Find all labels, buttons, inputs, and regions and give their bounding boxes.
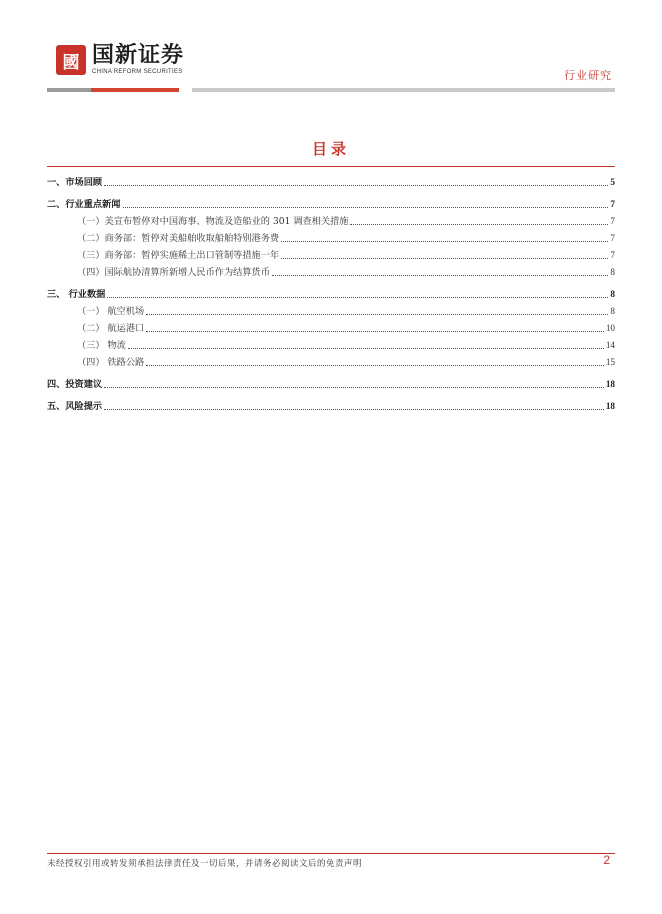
toc-leader-dots xyxy=(281,258,608,259)
report-category: 行业研究 xyxy=(564,69,612,82)
toc-page-number: 14 xyxy=(605,340,615,350)
toc-entry-rail-road[interactable] xyxy=(47,354,615,371)
toc-entry-industry-news[interactable] xyxy=(47,196,615,213)
toc-entry-market-review[interactable] xyxy=(47,174,615,191)
toc-leader-dots xyxy=(107,297,608,298)
toc-page-number: 5 xyxy=(610,177,615,187)
toc-leader-dots xyxy=(104,185,608,186)
toc-page-number: 7 xyxy=(610,216,615,226)
toc-leader-dots xyxy=(104,409,604,410)
header-bar-left xyxy=(47,88,91,92)
toc-leader-dots xyxy=(128,348,604,349)
toc-entry-text: 三、 行业数据 xyxy=(47,289,106,300)
toc-leader-dots xyxy=(123,207,609,208)
header-bar-right xyxy=(192,88,615,92)
company-logo xyxy=(56,44,184,76)
footer-disclaimer: 未经授权引用或转发须承担法律责任及一切后果，并请务必阅读文后的免责声明 xyxy=(47,859,363,869)
toc-entry-text: （三）商务部：暂停实施稀土出口管制等措施一年 xyxy=(77,250,280,261)
toc-leader-dots xyxy=(272,275,608,276)
toc-entry-shipping-ports[interactable] xyxy=(47,320,615,337)
toc-page-number: 7 xyxy=(610,250,615,260)
toc-entry-text: 一、市场回顾 xyxy=(47,177,103,188)
header-bar-accent xyxy=(91,88,179,92)
toc-leader-dots xyxy=(146,365,604,366)
toc-entry-text: 五、风险提示 xyxy=(47,401,103,412)
toc-page-number: 18 xyxy=(605,401,615,411)
toc-leader-dots xyxy=(104,387,604,388)
toc-entry-news-1[interactable] xyxy=(47,213,615,230)
toc-title: 目录 xyxy=(311,140,350,158)
toc-page-number: 15 xyxy=(605,357,615,367)
logo-mark-icon: 國 xyxy=(56,45,86,75)
toc-entry-text: （四）国际航协清算所新增人民币作为结算货币 xyxy=(77,267,270,278)
toc-entry-text: 二、行业重点新闻 xyxy=(47,199,121,210)
toc-entry-news-2[interactable] xyxy=(47,230,615,247)
logo-text xyxy=(92,44,184,76)
toc-entry-text: 四、投资建议 xyxy=(47,379,103,390)
toc-leader-dots xyxy=(146,331,604,332)
toc-page-number: 7 xyxy=(610,233,615,243)
toc-leader-dots xyxy=(350,224,608,225)
toc-entry-text: （一） 航空机场 xyxy=(77,306,145,317)
brand-name-cn: 国新证券 xyxy=(92,43,185,68)
toc-entry-news-3[interactable] xyxy=(47,247,615,264)
toc-page-number: 7 xyxy=(610,199,615,209)
toc-title-rule xyxy=(47,166,615,167)
toc-page-number: 10 xyxy=(605,323,615,333)
footer-rule xyxy=(47,853,615,854)
toc-entry-logistics[interactable] xyxy=(47,337,615,354)
toc-entry-news-4[interactable] xyxy=(47,264,615,281)
toc-leader-dots xyxy=(281,241,608,242)
toc-entry-text: （二）商务部：暂停对美船舶收取船舶特别港务费 xyxy=(77,233,280,244)
toc-page-number: 8 xyxy=(610,289,615,299)
toc-page-number: 8 xyxy=(610,306,615,316)
toc-entry-investment-advice[interactable] xyxy=(47,376,615,393)
footer-page-number: 2 xyxy=(603,853,610,867)
toc-entry-text: （一）美宣布暂停对中国海事、物流及造船业的 301 调查相关措施 xyxy=(77,216,349,227)
toc-entry-text: （四） 铁路公路 xyxy=(77,357,145,368)
toc-entry-industry-data[interactable] xyxy=(47,286,615,303)
toc-entry-text: （三） 物流 xyxy=(77,340,126,351)
brand-name-en: CHINA REFORM SECURITIES xyxy=(92,69,183,75)
toc-leader-dots xyxy=(146,314,608,315)
toc-page-number: 8 xyxy=(610,267,615,277)
toc-entry-risk-warning[interactable] xyxy=(47,398,615,415)
toc-entry-text: （二） 航运港口 xyxy=(77,323,145,334)
table-of-contents xyxy=(47,174,615,415)
toc-page-number: 18 xyxy=(605,379,615,389)
toc-entry-aviation-airports[interactable] xyxy=(47,303,615,320)
